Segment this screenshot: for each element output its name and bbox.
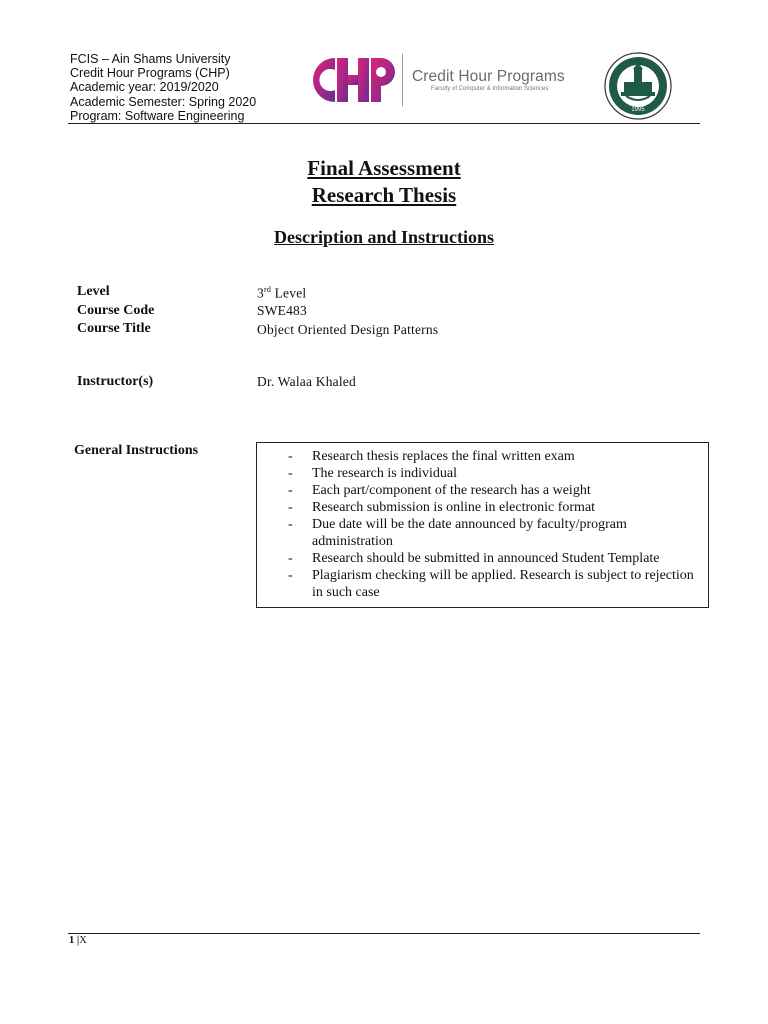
- instructions-box: [256, 442, 709, 608]
- list-item: - Research thesis replaces the final written exam: [288, 449, 575, 464]
- list-item: - Research should be submitted in announced Student Template: [288, 551, 660, 566]
- page-number: 1 |X: [69, 935, 87, 946]
- instructor-label: Instructor(s): [77, 374, 154, 389]
- university-seal: [604, 52, 672, 120]
- page-title-line1: Final Assessment: [307, 156, 461, 180]
- level-label: Level: [77, 284, 110, 299]
- course-code-label: Course Code: [77, 303, 155, 318]
- course-title-value: Object Oriented Design Patterns: [257, 322, 439, 337]
- general-instructions-label: General Instructions: [74, 443, 199, 458]
- course-title-label: Course Title: [77, 321, 151, 336]
- header-line-semester: Academic Semester: Spring 2020: [70, 94, 257, 109]
- header-line-program: Program: Software Engineering: [70, 108, 245, 123]
- footer-divider: [68, 933, 700, 934]
- header-line-academic-year: Academic year: 2019/2020: [70, 80, 219, 95]
- section-subtitle: Description and Instructions: [273, 227, 495, 247]
- instructor-value: Dr. Walaa Khaled: [257, 374, 356, 389]
- chp-logo: [305, 52, 397, 108]
- logo-subtitle: Faculty of Computer & Information Sciences: [431, 86, 549, 92]
- seal-year: 1995: [631, 107, 645, 113]
- logo-divider: [402, 54, 403, 106]
- page-title-line2: Research Thesis: [311, 183, 457, 207]
- list-item: - Each part/component of the research has a weight: [288, 483, 591, 498]
- instructions-list: [257, 443, 708, 601]
- header-line-programs: Credit Hour Programs (CHP): [70, 66, 230, 81]
- header-info: [70, 52, 256, 123]
- header-divider: [68, 123, 700, 124]
- header-line-university: FCIS – Ain Shams University: [70, 52, 231, 66]
- list-item: - Due date will be the date announced by faculty/program administration: [288, 517, 627, 549]
- list-item: - Plagiarism checking will be applied. Research is subject to rejection in such case: [288, 568, 694, 600]
- list-item: - Research submission is online in electronic format: [288, 500, 596, 515]
- course-code-value: SWE483: [257, 303, 307, 318]
- list-item: - The research is individual: [288, 466, 458, 481]
- logo-title: Credit Hour Programs: [412, 68, 565, 85]
- level-value: 3rd Level: [257, 285, 307, 301]
